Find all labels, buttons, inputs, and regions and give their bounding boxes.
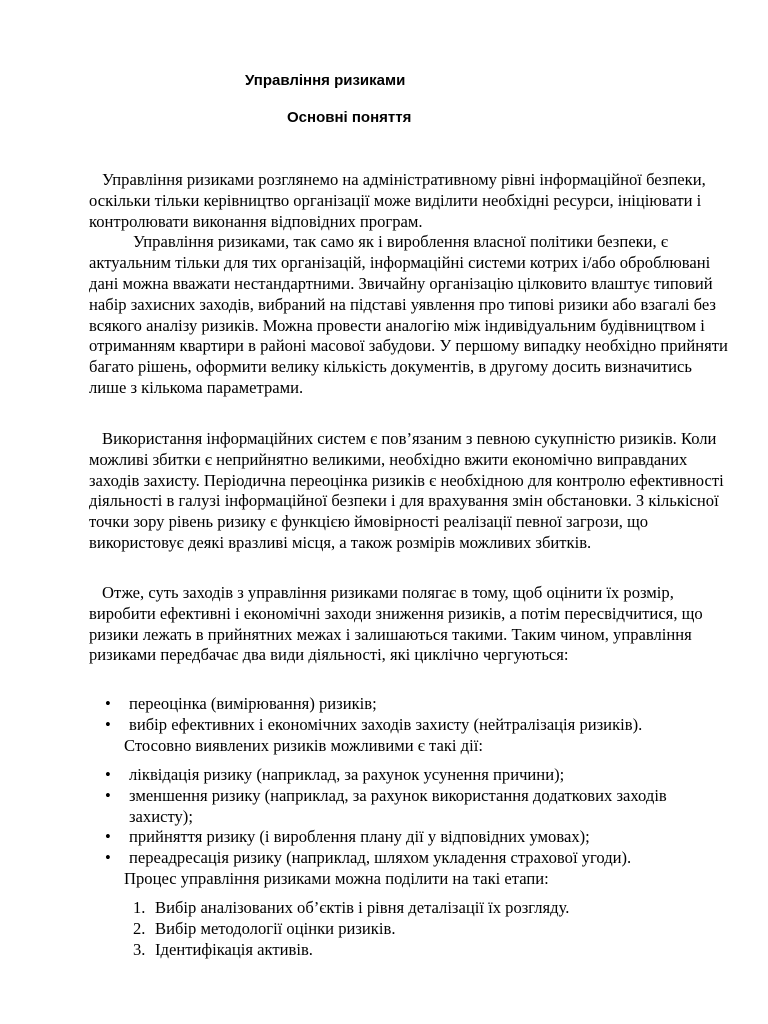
list-item [89,919,729,940]
list-item: • переоцінка (вимірювання) ризиків; [89,694,729,715]
list-item-text: Вибір аналізованих об’єктів і рівня деталізації їх розгляду. [155,898,570,917]
document-body [89,429,729,554]
paragraph: Управління ризиками, так само як і вироблення власної політики безпеки, є актуальним тільки для тих організацій, інформаційні системи котрих і/або оброблювані дані можна вважати нестандартними. Звичайну організацію цілковито влаштує типовий набір захисних заходів, вибраний на підставі уявлення про типові ризики або взагалі без всякого аналізу ризиків. Можна провести аналогію між індивідуальним будівництвом і отриманням квартири в районі масової забудови. У першому випадку необхідно прийняти багато рішень, оформити велику кількість документів, в другому досить визначитись лише з кількома параметрами. [89,232,728,397]
list-item-text: Вибір методології оцінки ризиків. [155,918,396,938]
paragraph: Використання інформаційних систем є пов’язаним з певною сукупністю ризиків. Коли можливі збитки є неприйнятно великими, необхідно вжити економічно виправданих заходів захисту. Періодична переоцінка ризиків є необхідною для контролю ефективності діяльності в галузі інформаційної безпеки і для врахування змін обстановки. З кількісної точки зору рівень ризику є функцією ймовірності реалізації певної загрози, що використовує деякі вразливі місця, а також розмірів можливих збитків. [89,429,724,552]
list-number: 1. [133,898,146,917]
list-item [89,940,729,961]
list-item: • ліквідація ризику (наприклад, за рахунок усунення причини); [89,765,729,786]
list-item: • зменшення ризику (наприклад, за рахунок використання додаткових заходів захисту); [89,786,729,828]
document-title: Управління ризиками [245,72,406,89]
document-body [89,170,729,399]
bullet-list-responses [89,765,729,890]
paragraph: Стосовно виявлених ризиків можливими є такі дії: [124,735,483,755]
list-number: 3. [133,939,146,959]
list-item [89,898,729,919]
list-item: • вибір ефективних і економічних заходів захисту (нейтралізація ризиків). [89,715,729,736]
paragraph: Процес управління ризиками можна поділити на такі етапи: [124,868,549,888]
list-number: 2. [133,918,146,938]
list-item-text: Ідентифікація активів. [155,939,313,959]
bullet-list-actions [89,694,729,756]
paragraph: Управління ризиками розглянемо на адміністративному рівні інформаційної безпеки, оскільки тільки керівництво організації може виділити необхідні ресурси, ініціювати і контролювати виконання відповідних програм. [89,170,706,231]
list-item: • переадресація ризику (наприклад, шляхом укладення страхової угоди). [89,848,729,869]
numbered-list-stages [89,898,729,960]
list-item: • прийняття ризику (і вироблення плану дії у відповідних умовах); [89,827,729,848]
paragraph: Отже, суть заходів з управління ризиками полягає в тому, щоб оцінити їх розмір, виробити ефективні і економічні заходи зниження ризиків, а потім пересвідчитися, що ризики лежать в прийнятних межах і залишаються такими. Таким чином, управління ризиками передбачає два види діяльності, які циклічно чергуються: [89,583,703,665]
document-subtitle: Основні поняття [287,109,412,126]
document-body [89,583,729,666]
